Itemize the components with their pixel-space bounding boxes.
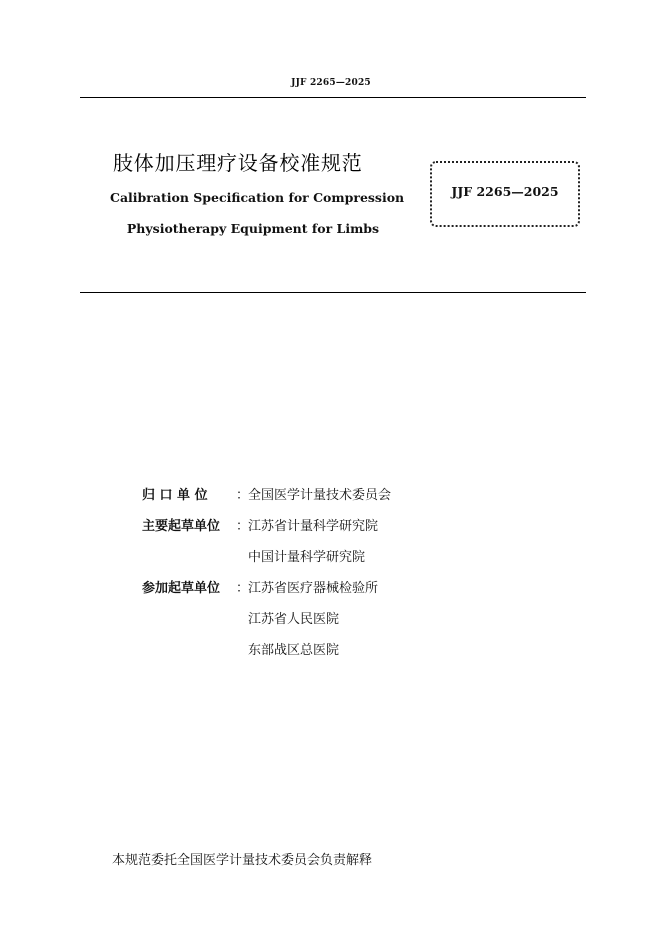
header-standard-code: JJF 2265—2025 xyxy=(291,78,371,88)
interpretation-note: 本规范委托全国医学计量技术委员会负责解释 xyxy=(112,853,373,868)
unit-label-centralized: 归 口 单 位 xyxy=(142,488,208,503)
unit-value: 东部战区总医院 xyxy=(248,643,340,658)
unit-row-centralized xyxy=(142,484,391,515)
title-english-line1: Calibration Specification for Compression xyxy=(110,190,405,205)
drafting-units xyxy=(142,484,391,670)
unit-label-main-drafting: 主要起草单位 xyxy=(142,519,221,534)
unit-colon: ： xyxy=(236,488,250,503)
unit-values xyxy=(248,577,378,670)
title-english-line2: Physiotherapy Equipment for Limbs xyxy=(126,221,380,236)
unit-values xyxy=(248,515,378,577)
unit-value: 江苏省计量科学研究院 xyxy=(248,519,379,534)
unit-label-participating: 参加起草单位 xyxy=(142,581,221,596)
unit-values xyxy=(248,484,391,515)
unit-colon: ： xyxy=(236,519,250,534)
unit-value: 全国医学计量技术委员会 xyxy=(248,488,392,503)
unit-value: 江苏省人民医院 xyxy=(248,612,340,627)
unit-value: 江苏省医疗器械检验所 xyxy=(248,581,379,596)
title-chinese: 肢体加压理疗设备校准规范 xyxy=(113,151,363,175)
title-divider xyxy=(80,292,586,293)
header-divider xyxy=(80,97,586,98)
unit-row-participating xyxy=(142,577,391,670)
unit-colon: ： xyxy=(236,581,250,596)
unit-value: 中国计量科学研究院 xyxy=(248,550,366,565)
unit-row-main-drafting xyxy=(142,515,391,577)
standard-code-box-text: JJF 2265—2025 xyxy=(451,184,559,199)
